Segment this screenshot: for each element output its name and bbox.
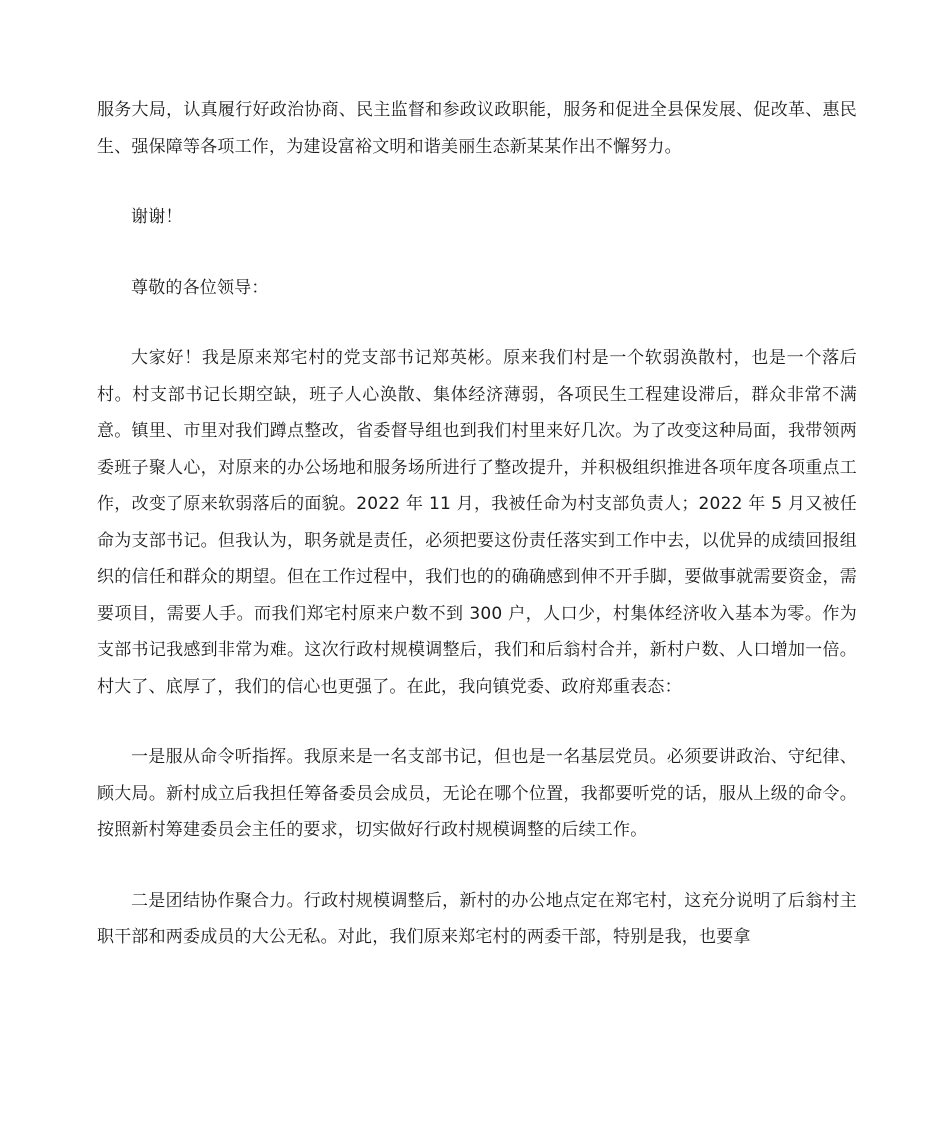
paragraph-salutation: 尊敬的各位领导： — [131, 277, 269, 298]
paragraph-point-one: 一是服从命令听指挥。我原来是一名支部书记，但也是一名基层党员。必须要讲政治、守纪律、顾大局。新村成立后我担任筹备委员会成员，无论在哪个位置，我都要听党的话，服从上级的命令。按照新村筹建委员会主任的要求，切实做好行政村规模调整的后续工作。 — [97, 747, 857, 840]
paragraph-thanks: 谢谢！ — [131, 207, 183, 227]
paragraph-point-two: 二是团结协作聚合力。行政村规模调整后，新村的办公地点定在郑宅村，这充分说明了后翁村主职干部和两委成员的大公无私。对此，我们原来郑宅村的两委干部，特别是我，也要拿 — [97, 890, 857, 947]
document-page — [97, 92, 857, 956]
paragraph-introduction: 大家好！我是原来郑宅村的党支部书记郑英彬。原来我们村是一个软弱涣散村，也是一个落后村。村支部书记长期空缺，班子人心涣散、集体经济薄弱，各项民生工程建设滞后，群众非常不满意。镇里、市里对我们蹲点整改，省委督导组也到我们村里来好几次。为了改变这种局面，我带领两委班子聚人心，对原来的办公场地和服务场所进行了整改提升，并积极组织推进各项年度各项重点工作，改变了原来软弱落后的面貌。2022 年 11 月，我被任命为村支部负责人；2022 年 5 月又被任命为支部书记。但我认为，职务就是责任，必须把要这份责任落实到工作中去，以优异的成绩回报组织的信任和群众的期望。但在工作过程中，我们也的的确确感到伸不开手脚，要做事就需要资金，需要项目，需要人手。而我们郑宅村原来户数不到 300 户，人口少，村集体经济收入基本为零。作为支部书记我感到非常为难。这次行政村规模调整后，我们和后翁村合并，新村户数、人口增加一倍。村大了、底厚了，我们的信心也更强了。在此，我向镇党委、政府郑重表态： — [97, 348, 857, 697]
paragraph-continued: 服务大局，认真履行好政治协商、民主监督和参政议政职能，服务和促进全县保发展、促改革、惠民生、强保障等各项工作，为建设富裕文明和谐美丽生态新某某作出不懈努力。 — [97, 100, 857, 157]
